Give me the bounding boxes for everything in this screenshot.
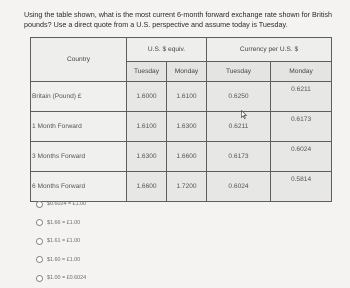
table-row: [31, 112, 332, 142]
radio-button[interactable]: [36, 219, 43, 226]
question-text: Using the table shown, what is the most current 6-month forward exchange rate shown for British pounds? Use a direct quote from a U.S. perspective and assume today is Tuesday.: [24, 10, 333, 29]
answer-option[interactable]: [36, 269, 86, 288]
table-cell: 0.6024: [207, 172, 271, 202]
answer-option[interactable]: [36, 214, 86, 233]
answer-label: $1.66 = £1.00: [47, 219, 81, 226]
answer-label: $0.6024 = £1.00: [47, 201, 87, 208]
currency-per-usd-header: Currency per U.S. $: [207, 38, 332, 62]
answer-label: $1.00 = £0.6024: [47, 275, 87, 282]
table-cell: 1.6600: [167, 142, 207, 172]
table-cell: 1.6600: [127, 172, 167, 202]
day-header-per-usd-monday: Monday: [271, 62, 332, 82]
table-cell: 0.6173: [207, 142, 271, 172]
answer-option[interactable]: [36, 232, 86, 251]
table-row: [31, 82, 332, 112]
table-cell: 0.6024: [271, 142, 332, 172]
radio-button[interactable]: [36, 201, 43, 208]
day-header-usd-monday: Monday: [167, 62, 207, 82]
table-cell: 1.6300: [167, 112, 207, 142]
table-cell: 0.5814: [271, 172, 332, 202]
day-header-per-usd-tuesday: Tuesday: [207, 62, 271, 82]
table-cell: 1.6300: [127, 142, 167, 172]
table-cell: 0.6211: [271, 82, 332, 112]
radio-button[interactable]: [36, 275, 43, 282]
answer-choices: [36, 195, 86, 288]
answer-label: $1.60 = £1.00: [47, 256, 81, 263]
row-country-label: 1 Month Forward: [31, 112, 127, 142]
answer-label: $1.61 = £1.00: [47, 238, 81, 245]
radio-button[interactable]: [36, 256, 43, 263]
exchange-rate-table: [30, 37, 332, 202]
radio-button[interactable]: [36, 238, 43, 245]
answer-option[interactable]: [36, 195, 86, 214]
usd-equiv-header: U.S. $ equiv.: [127, 38, 207, 62]
mouse-cursor-icon: [241, 110, 247, 119]
answer-option[interactable]: [36, 251, 86, 270]
row-country-label: 3 Months Forward: [31, 142, 127, 172]
table-cell: 1.6000: [127, 82, 167, 112]
day-header-usd-tuesday: Tuesday: [127, 62, 167, 82]
table-cell: 0.6250: [207, 82, 271, 112]
table-cell: 0.6173: [271, 112, 332, 142]
row-country-label: Britain (Pound) £: [31, 82, 127, 112]
row-country-label: 6 Months Forward: [31, 172, 127, 202]
table-cell: 1.6100: [167, 82, 207, 112]
table-cell: 1.6100: [127, 112, 167, 142]
table-row: [31, 142, 332, 172]
table-cell: 1.7200: [167, 172, 207, 202]
country-column-header: Country: [31, 38, 127, 82]
table-cell: 0.6211: [207, 112, 271, 142]
